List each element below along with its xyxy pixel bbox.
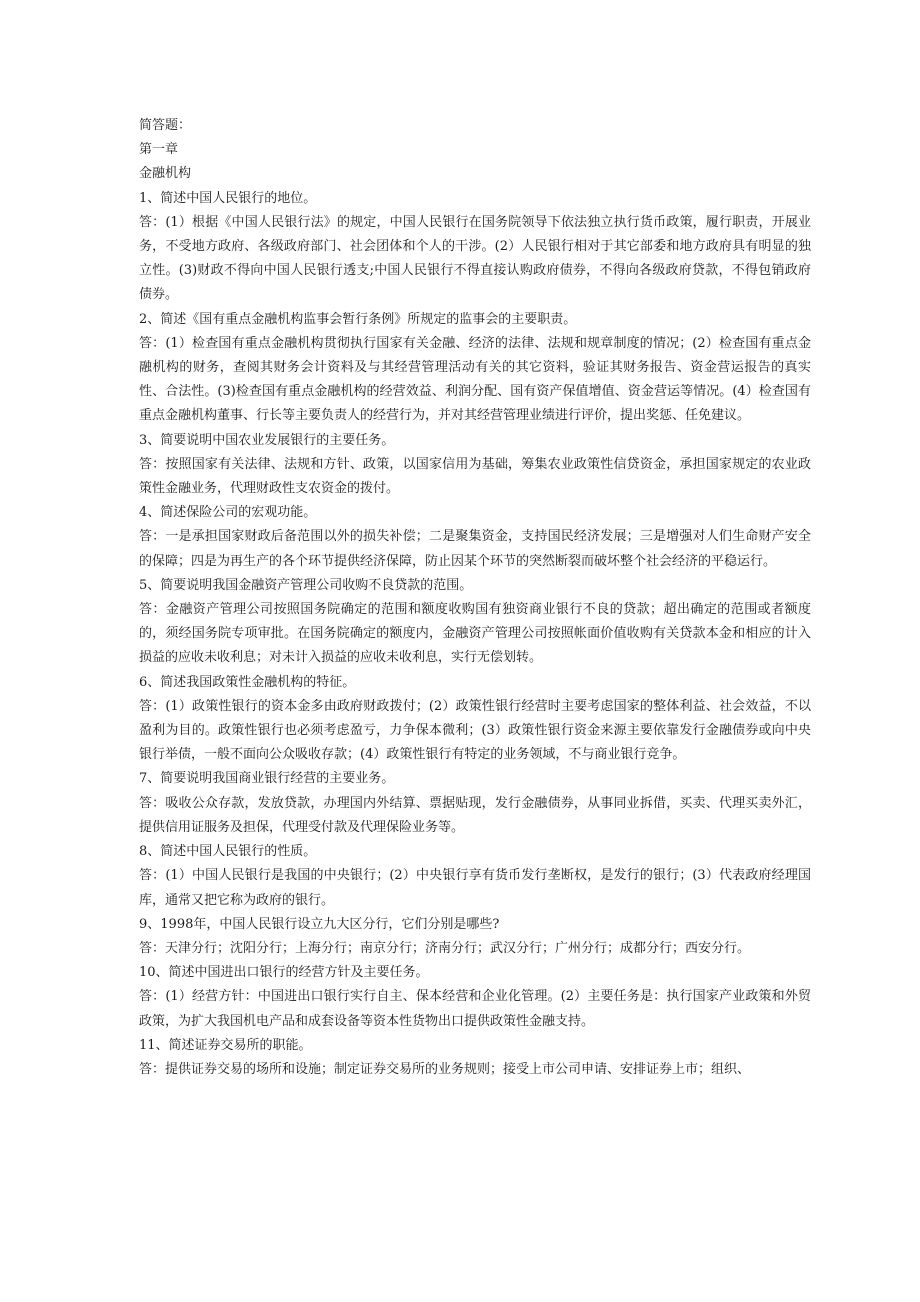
question-6: 6、简述我国政策性金融机构的特征。 bbox=[139, 674, 356, 690]
answer-2: 答：(1）检查国有重点金融机构贯彻执行国家有关金融、经济的法律、法规和规章制度的情况；(2）检查国有重点金融机构的财务，查阅其财务会计资料及与其经营管理活动有关的其它资料，验证其财务报告、资金营运报告的真实性、合法性。(3)检查国有重点金融机构的经营效益、利润分配、国有资产保值增值、资金营运等情况。(4）检查国有重点金融机构董事、行长等主要负责人的经营行为，并对其经营管理业绩进行评价，提出奖惩、任免建议。 bbox=[139, 335, 811, 424]
question-1: 1、简述中国人民银行的地位。 bbox=[139, 190, 317, 206]
question-5: 5、简要说明我国金融资产管理公司收购不良贷款的范围。 bbox=[139, 577, 473, 593]
document-page bbox=[139, 114, 811, 1082]
answer-3: 答：按照国家有关法律、法规和方针、政策，以国家信用为基础，筹集农业政策性信贷资金，承担国家规定的农业政策性金融业务，代理财政性支农资金的拨付。 bbox=[139, 456, 811, 497]
question-3: 3、简要说明中国农业发展银行的主要任务。 bbox=[139, 432, 395, 448]
question-2: 2、简述《国有重点金融机构监事会暂行条例》所规定的监事会的主要职责。 bbox=[139, 311, 577, 327]
section-title: 金融机构 bbox=[139, 166, 192, 182]
answer-5: 答：金融资产管理公司按照国务院确定的范围和额度收购国有独资商业银行不良的贷款；超出确定的范围或者额度的，须经国务院专项审批。在国务院确定的额度内，金融资产管理公司按照帐面价值收购有关贷款本金和相应的计入损益的应收未收利息；对未计入损益的应收未收利息，实行无偿划转。 bbox=[139, 602, 811, 666]
answer-8: 答：(1）中国人民银行是我国的中央银行；(2）中央银行享有货币发行垄断权，是发行的银行；(3）代表政府经理国库，通常又把它称为政府的银行。 bbox=[139, 868, 811, 908]
chapter-title: 第一章 bbox=[139, 142, 179, 158]
document-header: 简答题： bbox=[139, 118, 192, 133]
answer-9: 答：天津分行；沈阳分行；上海分行；南京分行；济南分行；武汉分行；广州分行；成都分行；西安分行。 bbox=[139, 940, 751, 956]
answer-7: 答：吸收公众存款，发放贷款，办理国内外结算、票据贴现，发行金融债券，从事同业拆借，买卖、代理买卖外汇，提供信用证服务及担保，代理受付款及代理保险业务等。 bbox=[139, 795, 811, 835]
question-7: 7、简要说明我国商业银行经营的主要业务。 bbox=[139, 771, 395, 787]
answer-4: 答：一是承担国家财政后备范围以外的损失补偿；二是聚集资金，支持国民经济发展；三是增强对人们生命财产安全的保障；四是为再生产的各个环节提供经济保障，防止因某个环节的突然断裂而破坏整个社会经济的平稳运行。 bbox=[139, 529, 811, 569]
question-11: 11、简述证券交易所的职能。 bbox=[139, 1037, 312, 1053]
question-8: 8、简述中国人民银行的性质。 bbox=[139, 844, 317, 860]
answer-1: 答：(1）根据《中国人民银行法》的规定，中国人民银行在国务院领导下依法独立执行货币政策，履行职责，开展业务，不受地方政府、各级政府部门、社会团体和个人的干涉。(2）人民银行相对于其它部委和地方政府具有明显的独立性。(3)财政不得向中国人民银行透支;中国人民银行不得直接认购政府债券，不得向各级政府贷款，不得包销政府债券。 bbox=[139, 214, 811, 303]
question-9: 9、1998年，中国人民银行设立九大区分行，它们分别是哪些? bbox=[139, 916, 500, 932]
answer-10: 答：(1）经营方针：中国进出口银行实行自主、保本经营和企业化管理。(2）主要任务是：执行国家产业政策和外贸政策，为扩大我国机电产品和成套设备等资本性货物出口提供政策性金融支持。 bbox=[139, 989, 811, 1029]
question-4: 4、简述保险公司的宏观功能。 bbox=[139, 505, 317, 521]
answer-6: 答：(1）政策性银行的资本金多由政府财政拨付；(2）政策性银行经营时主要考虑国家的整体利益、社会效益，不以盈利为目的。政策性银行也必须考虑盈亏，力争保本微利；(3）政策性银行资金来源主要依靠发行金融债券或向中央银行举债，一般不面向公众吸收存款；(4）政策性银行有特定的业务领域，不与商业银行竞争。 bbox=[139, 698, 811, 763]
question-10: 10、简述中国进出口银行的经营方针及主要任务。 bbox=[139, 965, 429, 981]
answer-11: 答：提供证券交易的场所和设施；制定证券交易所的业务规则；接受上市公司申请、安排证券上市；组织、 bbox=[139, 1061, 751, 1077]
